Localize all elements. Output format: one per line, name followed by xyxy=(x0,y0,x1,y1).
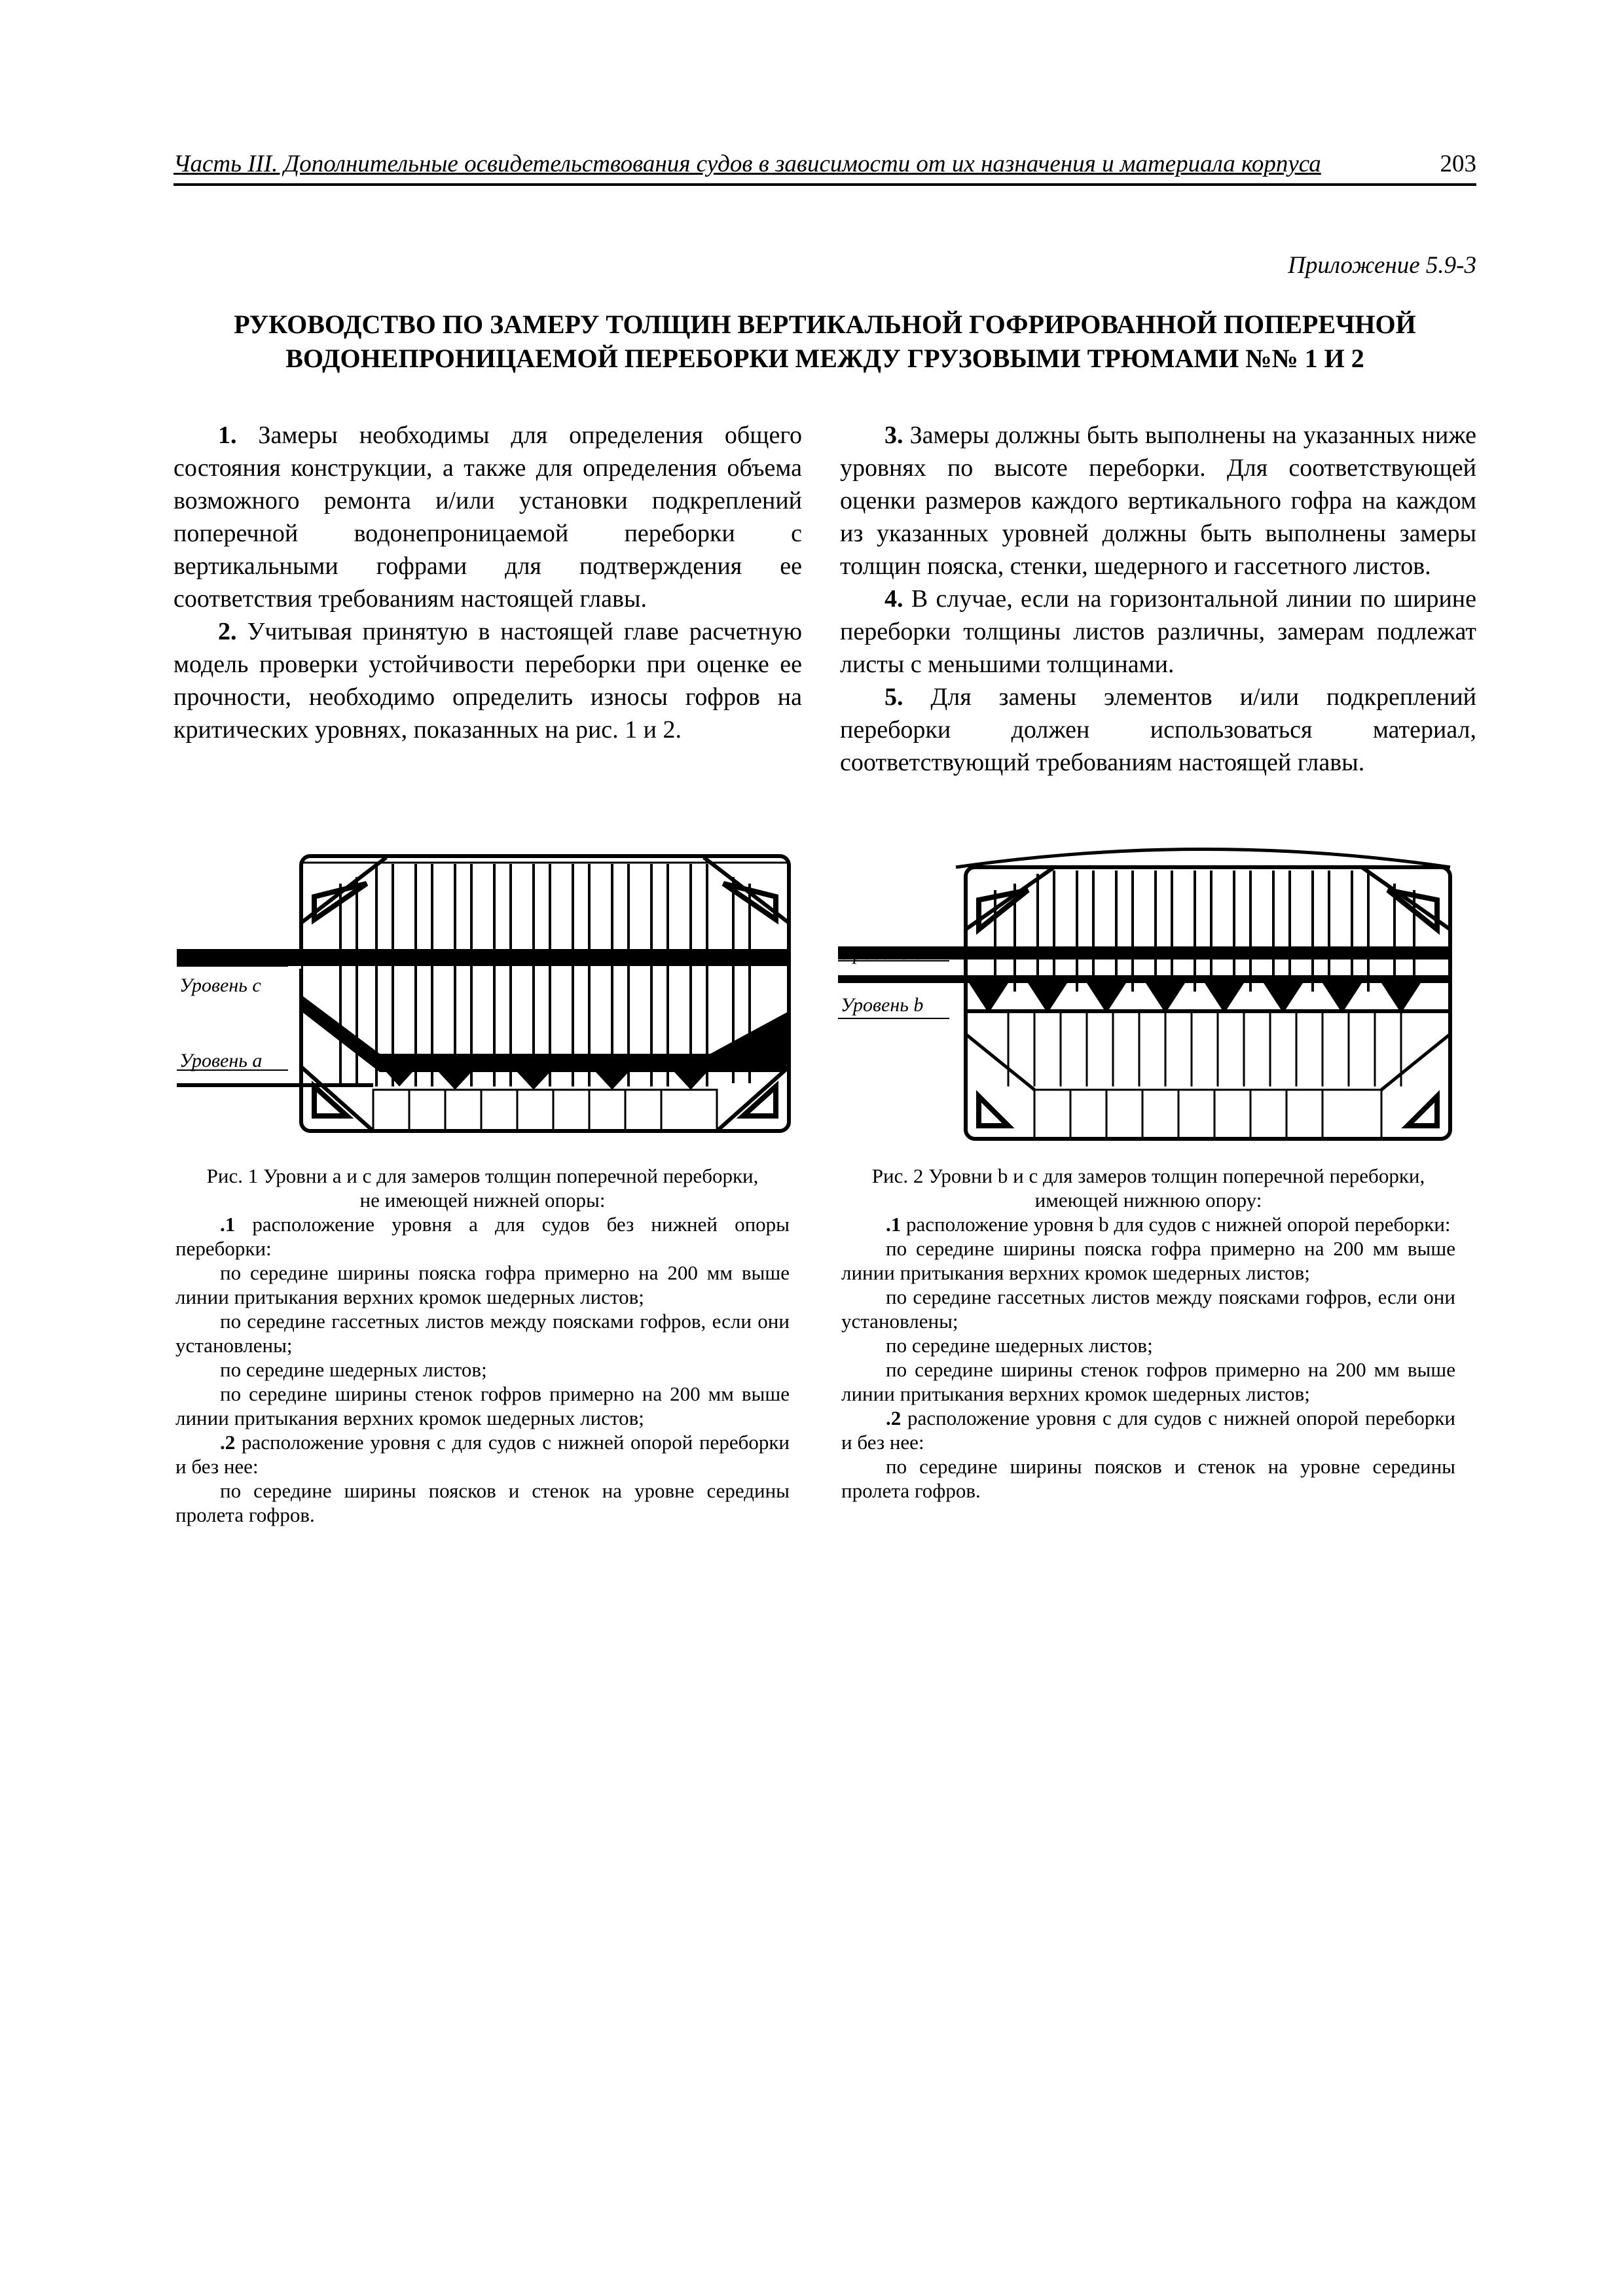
figure-1-caption-title-2: не имеющей нижней опоры: xyxy=(359,1189,606,1211)
bulkhead-diagram-with-lower-stool xyxy=(838,838,1467,1152)
figure-1-drawing xyxy=(177,844,805,1145)
figure-1-item: по середине ширины поясков и стенок на уровне середины пролета гофров. xyxy=(175,1479,790,1526)
document-title xyxy=(173,308,1476,376)
paragraph-number: 3. xyxy=(884,422,903,449)
item-number: .1 xyxy=(886,1213,902,1236)
figure-2-item xyxy=(841,1212,1455,1236)
right-text-column xyxy=(840,419,1476,779)
figure-2-item: по середине ширины пояска гофра примерно на 200 мм выше линии притыкания верхних кромок шедерных листов; xyxy=(841,1237,1455,1284)
figure-2-item xyxy=(841,1406,1455,1454)
figure-1-level-a-label: Уровень a xyxy=(179,1050,263,1071)
figure-2-drawing xyxy=(838,838,1467,1152)
item-number: .1 xyxy=(220,1213,236,1236)
figure-2-caption-title-1: Рис. 2 Уровни b и c для замеров толщин поперечной переборки, xyxy=(871,1164,1425,1187)
figure-2-caption-title-2: имеющей нижнюю опору: xyxy=(1034,1189,1262,1211)
figure-1-item: по середине ширины стенок гофров примерно на 200 мм выше линии притыкания верхних кромок шедерных листов; xyxy=(175,1382,790,1429)
figure-2-item: по середине шедерных листов; xyxy=(886,1334,1153,1357)
bulkhead-diagram-no-lower-stool xyxy=(177,844,805,1145)
figure-1-item: по середине ширины пояска гофра примерно на 200 мм выше линии притыкания верхних кромок шедерных листов; xyxy=(175,1261,790,1308)
figure-1-level-c-label: Уровень c xyxy=(179,975,261,996)
page-number: 203 xyxy=(1440,151,1476,177)
paragraph-text: В случае, если на горизонтальной линии по ширине переборки толщины листов различны, замерам подлежат листы с меньшими толщинами. xyxy=(840,585,1477,678)
figure-2-level-c-label: Уровень c xyxy=(841,942,922,964)
figure-2-level-b-label: Уровень b xyxy=(841,994,924,1016)
paragraph-4 xyxy=(840,583,1476,681)
figure-2-item: по середине гассетных листов между поясками гофров, если они установлены; xyxy=(841,1285,1455,1333)
figure-2-caption xyxy=(841,1164,1455,1503)
left-text-column xyxy=(173,419,802,746)
paragraph-3 xyxy=(840,419,1476,583)
item-number: .2 xyxy=(220,1431,236,1454)
item-text: расположение уровня c для судов с нижней опорой переборки и без нее: xyxy=(175,1431,790,1478)
figure-1-item: по середине гассетных листов между поясками гофров, если они установлены; xyxy=(175,1310,790,1357)
running-header-title: Часть III. Дополнительные освидетельствования судов в зависимости от их назначения и материала корпуса xyxy=(173,151,1321,177)
paragraph-number: 2. xyxy=(218,618,237,645)
paragraph-5 xyxy=(840,681,1476,779)
item-text: расположение уровня b для судов с нижней опорой переборки: xyxy=(906,1213,1451,1236)
item-text: расположение уровня a для судов без нижней опоры переборки: xyxy=(175,1213,790,1260)
document-title-line-1: РУКОВОДСТВО ПО ЗАМЕРУ ТОЛЩИН ВЕРТИКАЛЬНОЙ ГОФРИРОВАННОЙ ПОПЕРЕЧНОЙ xyxy=(234,310,1416,339)
appendix-label: Приложение 5.9-3 xyxy=(1288,252,1476,279)
paragraph-text: Учитывая принятую в настоящей главе расчетную модель проверки устойчивости переборки при оценке ее прочности, необходимо определить износы гофров на критических уровнях, показанных на рис. 1 и 2. xyxy=(173,618,803,744)
item-number: .2 xyxy=(886,1407,902,1429)
paragraph-text: Замеры необходимы для определения общего состояния конструкции, а также для определения объема возможного ремонта и/или установки подкреплений поперечной водонепроницаемой переборки с вертикальными гофрами для подтверждения ее соответствия требованиям настоящей главы. xyxy=(173,422,802,613)
figure-1-item xyxy=(175,1430,790,1479)
paragraph-text: Замеры должны быть выполнены на указанных ниже уровнях по высоте переборки. Для соответствующей оценки размеров каждого вертикального гофра на каждом из указанных уровней должны быть выполнены замеры толщин пояска, стенки, шедерного и гассетного листов. xyxy=(840,422,1476,580)
paragraph-2 xyxy=(173,615,802,746)
running-header xyxy=(173,145,1476,186)
figure-1-item xyxy=(175,1212,790,1261)
paragraph-1 xyxy=(173,419,802,615)
figure-2-item: по середине ширины стенок гофров примерно на 200 мм выше линии притыкания верхних кромок шедерных листов; xyxy=(841,1358,1455,1405)
figure-1-caption xyxy=(175,1164,790,1527)
paragraph-number: 4. xyxy=(884,585,903,613)
paragraph-text: Для замены элементов и/или подкреплений переборки должен использоваться материал, соответствующий требованиям настоящей главы. xyxy=(840,683,1477,776)
paragraph-number: 1. xyxy=(218,422,237,449)
document-title-line-2: ВОДОНЕПРОНИЦАЕМОЙ ПЕРЕБОРКИ МЕЖДУ ГРУЗОВЫМИ ТРЮМАМИ №№ 1 И 2 xyxy=(285,344,1364,373)
item-text: расположение уровня c для судов с нижней опорой переборки и без нее: xyxy=(841,1407,1455,1454)
figure-2-item: по середине ширины поясков и стенок на уровне середины пролета гофров. xyxy=(841,1455,1455,1502)
paragraph-number: 5. xyxy=(884,683,903,711)
figure-1-item: по середине шедерных листов; xyxy=(220,1358,487,1381)
figure-1-caption-title-1: Рис. 1 Уровни a и c для замеров толщин поперечной переборки, xyxy=(206,1164,759,1187)
